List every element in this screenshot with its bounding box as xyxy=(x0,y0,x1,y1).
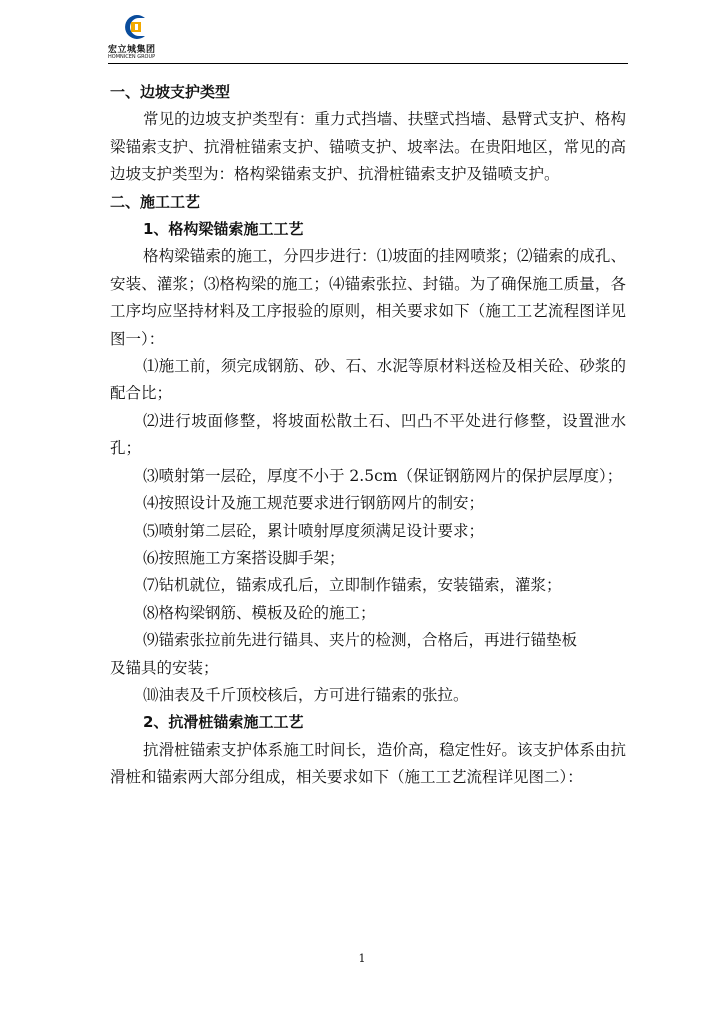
paragraph: 常见的边坡支护类型有：重力式挡墙、扶壁式挡墙、悬臂式支护、格构梁锚索支护、抗滑桩锚索支护、锚喷支护、坡率法。在贵阳地区，常见的高边坡支护类型为：格构梁锚索支护、抗滑桩锚索支护及锚喷支护。 xyxy=(110,110,626,184)
list-item: ⑸喷射第二层砼，累计喷射厚度须满足设计要求； xyxy=(143,521,485,540)
list-item: ⑴施工前，须完成钢筋、砂、石、水泥等原材料送检及相关砼、砂浆的配合比； xyxy=(110,357,626,403)
brand-name-en: HOMNICEN GROUP xyxy=(108,54,156,60)
list-item: ⑺钻机就位，锚索成孔后，立即制作锚索，安装锚索，灌浆； xyxy=(143,576,562,595)
list-item: ⑽油表及千斤顶校核后，方可进行锚索的张拉。 xyxy=(143,685,469,704)
header-divider xyxy=(108,63,628,64)
list-item: ⑵进行坡面修整，将坡面松散土石、凹凸不平处进行修整，设置泄水孔； xyxy=(110,411,626,458)
brand-name-cn: 宏立城集团 xyxy=(108,45,156,55)
list-item: ⑷按照设计及施工规范要求进行钢筋网片的制安； xyxy=(143,494,485,513)
page-number: 1 xyxy=(358,952,366,965)
section-heading: 二、施工工艺 xyxy=(110,192,201,211)
subsection-heading: 1、格构梁锚索施工工艺 xyxy=(143,220,304,239)
subsection-heading: 2、抗滑桩锚索施工工艺 xyxy=(143,713,304,732)
section-heading: 一、边坡支护类型 xyxy=(110,83,231,101)
list-item: 及锚具的安装； xyxy=(110,658,219,677)
paragraph: 格构梁锚索的施工，分四步进行：⑴坡面的挂网喷浆；⑵锚索的成孔、安装、灌浆；⑶格构梁的施工；⑷锚索张拉、封锚。为了确保施工质量，各工序均应坚持材料及工序报验的原则，相关要求如下（施工工艺流程图详见图一）： xyxy=(110,247,626,348)
paragraph: 抗滑桩锚索支护体系施工时间长，造价高，稳定性好。该支护体系由抗滑桩和锚索两大部分组成，相关要求如下（施工工艺流程详见图二）： xyxy=(110,740,626,787)
document-body xyxy=(110,79,626,792)
list-item: ⑶喷射第一层砼，厚度不小于 2.5cm（保证钢筋网片的保护层厚度）； xyxy=(143,466,623,485)
list-item: ⑹按照施工方案搭设脚手架； xyxy=(143,548,345,567)
page-header xyxy=(108,12,628,64)
list-item: ⑼锚索张拉前先进行锚具、夹片的检测，合格后，再进行锚垫板 xyxy=(143,631,578,650)
list-item: ⑻格构梁钢筋、模板及砼的施工； xyxy=(143,603,376,622)
hongli-logo-icon xyxy=(118,12,148,42)
